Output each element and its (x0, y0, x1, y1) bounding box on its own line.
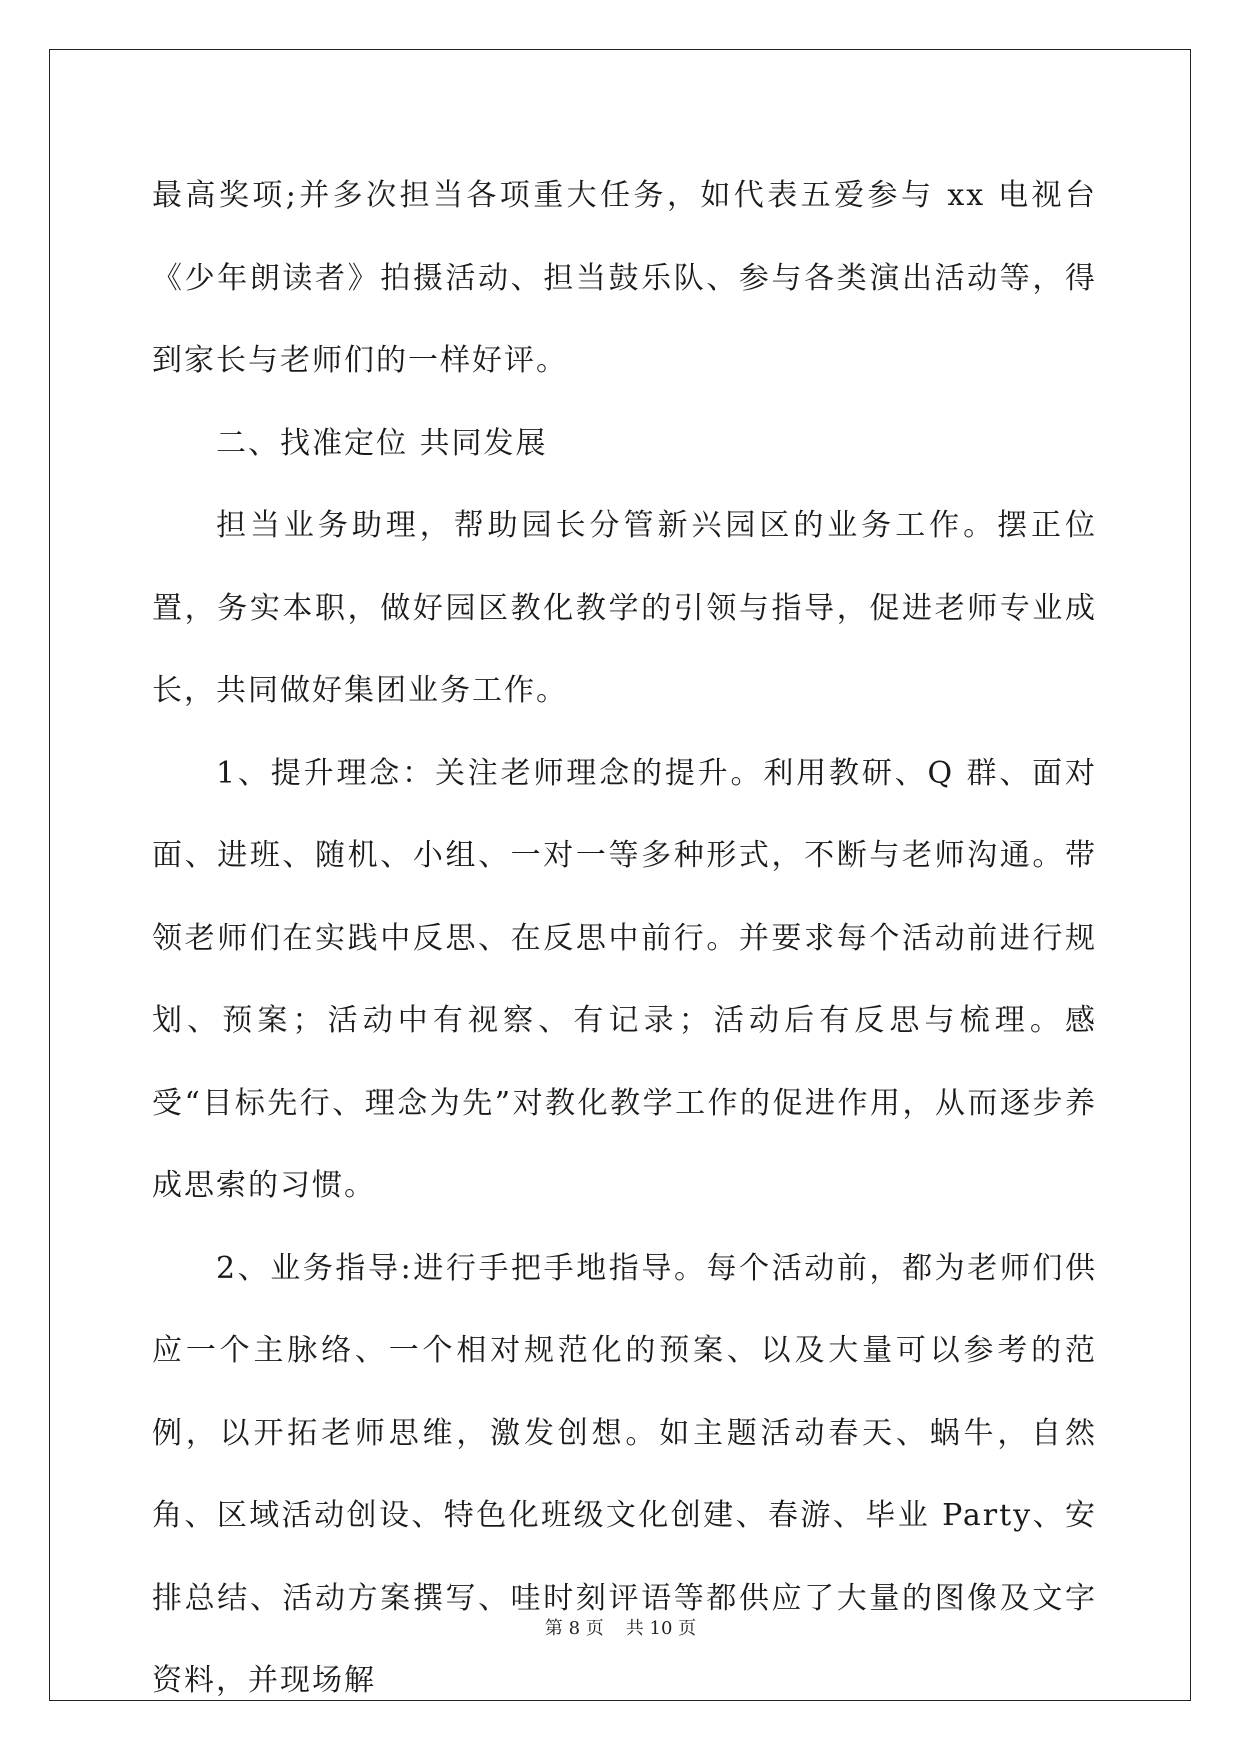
document-body (152, 155, 1097, 1723)
page-total: 共 10 页 (625, 1618, 697, 1639)
paragraph: 担当业务助理，帮助园长分管新兴园区的业务工作。摆正位置，务实本职，做好园区教化教学的引领与指导，促进老师专业成长，共同做好集团业务工作。 (152, 508, 1097, 708)
paragraph: 最高奖项;并多次担当各项重大任务，如代表五爱参与 xx 电视台《少年朗读者》拍摄活动、担当鼓乐队、参与各类演出活动等，得到家长与老师们的一样好评。 (152, 178, 1097, 378)
section-heading: 二、找准定位 共同发展 (216, 425, 548, 461)
page-number: 第 8 页 (544, 1618, 604, 1639)
page-footer (0, 1614, 1241, 1640)
paragraph: 1、提升理念：关注老师理念的提升。利用教研、Q 群、面对面、进班、随机、小组、一对一等多种形式，不断与老师沟通。带领老师们在实践中反思、在反思中前行。并要求每个活动前进行规划、预案；活动中有视察、有记录；活动后有反思与梳理。感受“目标先行、理念为先”对教化教学工作的促进作用，从而逐步养成思索的习惯。 (152, 755, 1097, 1203)
paragraph: 2、业务指导:进行手把手地指导。每个活动前，都为老师们供应一个主脉络、一个相对规范化的预案、以及大量可以参考的范例，以开拓老师思维，激发创想。如主题活动春天、蜗牛，自然角、区域活动创设、特色化班级文化创建、春游、毕业 Party、安排总结、活动方案撰写、哇时刻评语等都供应了大量的图像及文字资料，并现场解 (152, 1250, 1097, 1698)
